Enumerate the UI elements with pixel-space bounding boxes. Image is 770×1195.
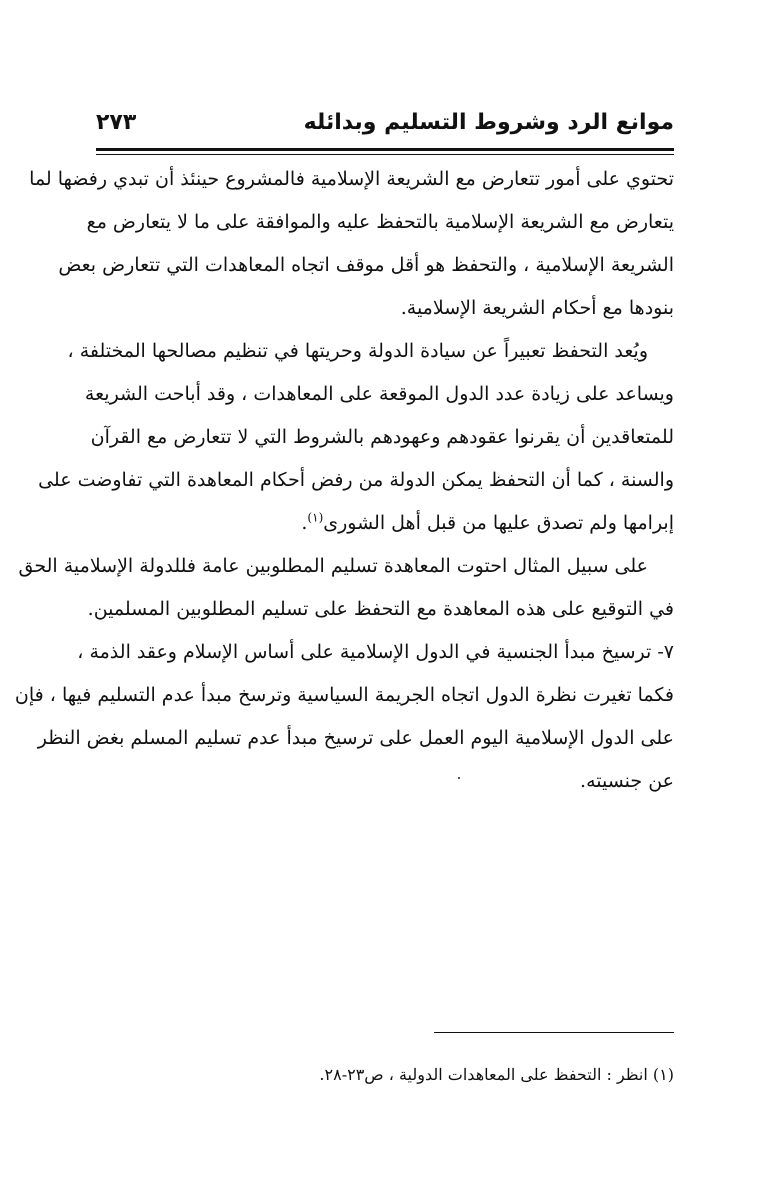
- page-number: ٢٧٣: [96, 110, 137, 135]
- text-line-content: إبرامها ولم تصدق عليها من قبل أهل الشورى: [323, 512, 674, 534]
- text-line: والسنة ، كما أن التحفظ يمكن الدولة من رفض أحكام المعاهدة التي تفاوضت على: [38, 469, 674, 491]
- scan-speck: [458, 777, 460, 779]
- text-line: يتعارض مع الشريعة الإسلامية بالتحفظ عليه والموافقة على ما لا يتعارض مع: [86, 211, 674, 233]
- footnote-reference[interactable]: (١): [307, 510, 324, 525]
- text-line: على سبيل المثال احتوت المعاهدة تسليم المطلوبين عامة فللدولة الإسلامية الحق: [18, 555, 648, 577]
- running-title: موانع الرد وشروط التسليم وبدائله: [303, 110, 674, 135]
- body-text: [14, 158, 674, 803]
- text-line: فكما تغيرت نظرة الدول اتجاه الجريمة السياسية وترسخ مبدأ عدم التسليم فيها ، فإن: [14, 684, 674, 706]
- text-line-with-footnote: [96, 502, 674, 545]
- header-rule-thin: [96, 154, 674, 155]
- text-line: للمتعاقدين أن يقرنوا عقودهم وعهودهم بالشروط التي لا تتعارض مع القرآن: [90, 426, 674, 448]
- text-line: عن جنسيته.: [580, 770, 674, 792]
- text-line: في التوقيع على هذه المعاهدة مع التحفظ على تسليم المطلوبين المسلمين.: [87, 598, 674, 620]
- text-line: على الدول الإسلامية اليوم العمل على ترسيخ مبدأ عدم تسليم المسلم بغض النظر: [37, 727, 674, 749]
- footnote-separator: [434, 1032, 674, 1033]
- text-line: ويساعد على زيادة عدد الدول الموقعة على المعاهدات ، وقد أباحت الشريعة: [84, 383, 674, 405]
- text-line: بنودها مع أحكام الشريعة الإسلامية.: [400, 297, 674, 319]
- text-line: الشريعة الإسلامية ، والتحفظ هو أقل موقف اتجاه المعاهدات التي تتعارض بعض: [58, 254, 674, 276]
- header-rule: [96, 148, 674, 151]
- text-line: تحتوي على أمور تتعارض مع الشريعة الإسلامية فالمشروع حينئذ أن تبدي رفضها لما: [29, 168, 674, 190]
- page-header: [96, 108, 674, 146]
- footnote-1: (١) انظر : التحفظ على المعاهدات الدولية ، ص٢٣-٢٨.: [319, 1065, 674, 1084]
- sentence-end: .: [301, 512, 308, 534]
- text-line: ويُعد التحفظ تعبيراً عن سيادة الدولة وحريتها في تنظيم مصالحها المختلفة ،: [67, 340, 648, 362]
- text-line: ٧- ترسيخ مبدأ الجنسية في الدول الإسلامية على أساس الإسلام وعقد الذمة ،: [77, 641, 674, 663]
